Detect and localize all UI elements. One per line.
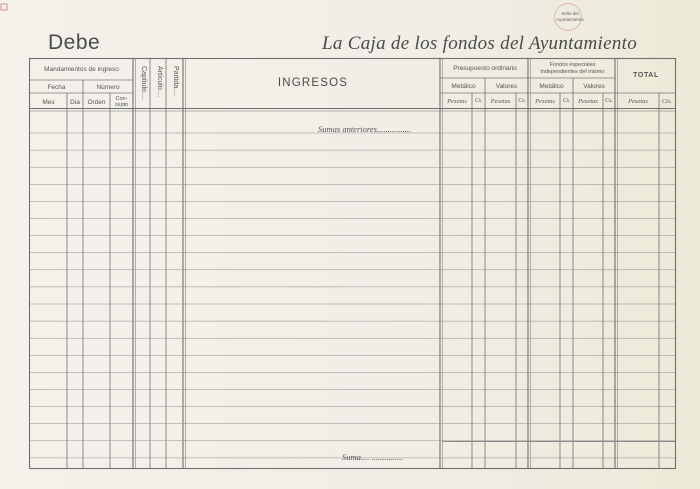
ingresos-header: INGRESOS xyxy=(277,77,349,89)
cts-subheader-4: Cs. xyxy=(605,98,613,104)
pesetas-subheader-3: Pesetas xyxy=(535,98,555,105)
pesetas-subheader-total: Pesetas xyxy=(628,98,648,105)
caja-title: La Caja de los fondos del Ayuntamiento xyxy=(322,33,638,54)
total-header: TOTAL xyxy=(633,72,659,79)
sumas-anteriores-label: Sumas anteriores................ xyxy=(318,124,411,134)
fondos-header xyxy=(530,62,615,75)
fondos-line1: Fondos especiales xyxy=(549,62,596,68)
seal-text-line2: Ayuntamiento xyxy=(556,17,584,22)
concepto-line2: cepto xyxy=(114,102,129,108)
pesetas-subheader-1: Pesetas xyxy=(447,98,467,105)
cts-subheader-total: Cts. xyxy=(661,98,673,105)
mes-header: Mes xyxy=(42,99,55,106)
suma-label: Suma.... ............... xyxy=(342,452,404,462)
metalico-header-2: Metálico xyxy=(539,83,564,90)
concepto-header xyxy=(110,96,133,108)
metalico-header-1: Metálico xyxy=(451,83,476,90)
dia-header: Dia xyxy=(70,99,80,106)
pesetas-subheader-2: Pesetas xyxy=(490,98,511,105)
concepto-line1: Con- xyxy=(115,96,128,102)
numero-header: Número xyxy=(96,84,120,91)
valores-header-2: Valores xyxy=(583,83,605,90)
capitulo-header: Capítulo.... xyxy=(140,66,147,100)
debe-title: Debe xyxy=(48,31,101,54)
cts-subheader-2: Cs. xyxy=(518,98,526,104)
cts-subheader-1: Cs. xyxy=(474,98,483,104)
mandamientos-header: Mandamientos de ingreso xyxy=(44,66,119,73)
partida-header: Partida.... xyxy=(172,66,179,96)
orden-header: Orden xyxy=(87,99,106,106)
fecha-header: Fecha xyxy=(47,84,66,91)
fondos-line2: independientes del mismo xyxy=(540,68,605,75)
seal-text-line1: Sello del xyxy=(561,11,579,16)
cts-subheader-3: Cs. xyxy=(562,98,571,104)
pesetas-subheader-4: Pesetas xyxy=(578,98,598,105)
presupuesto-header: Presupuesto ordinario xyxy=(453,65,517,72)
articulo-header: Artículo.... xyxy=(156,66,163,98)
valores-header-1: Valores xyxy=(495,83,518,90)
